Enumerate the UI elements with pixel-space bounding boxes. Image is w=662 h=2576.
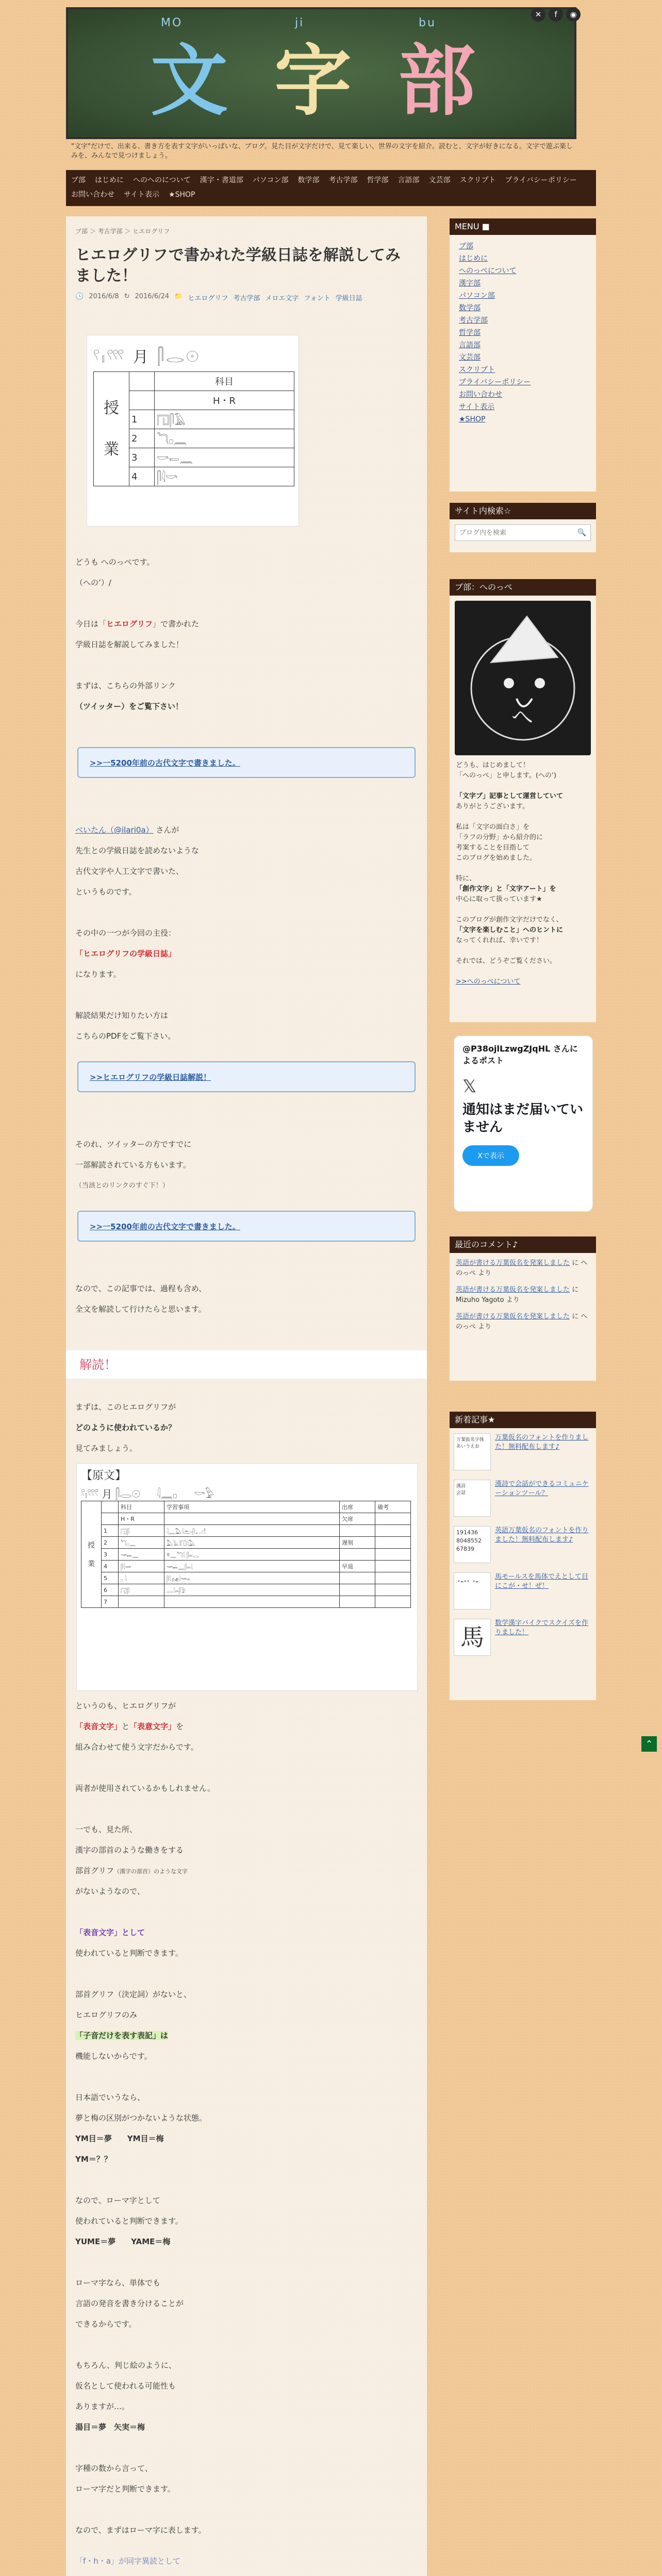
paragraph: YUME＝夢 YAME＝梅 [75,2237,171,2246]
sidebar-item[interactable]: パソコン部 [459,292,495,300]
sidebar-item[interactable]: サイト表示 [459,403,495,411]
twitter-embed [454,1036,593,1212]
paragraph: できるからです。 [75,2319,137,2329]
sidebar-item[interactable]: スクリプト [459,366,495,374]
paragraph: 漢字の部首のような働きをする [75,1845,184,1855]
new-posts-title: 新着記事★ [450,1412,596,1428]
paragraph: 湯目＝夢 矢実＝梅 [75,2422,145,2432]
post-thumbnail[interactable]: 万葉仮名字体 あいうえお [454,1433,491,1470]
comment-item: 英語が書ける万葉仮名を発案しました に へのっぺ より [456,1259,588,1277]
nav-item[interactable]: プライバシーポリシー [505,176,577,184]
paragraph: になります。 [75,970,121,979]
x-logo-icon: 𝕏 [462,1076,477,1097]
paragraph: 組み合わせて使う文字だからです。 [75,1742,198,1752]
tweet-link[interactable]: >>一5200年前の古代文字で書きました。 [90,758,240,768]
comments-title: 最近のコメント♪ [450,1236,596,1253]
view-on-x-button[interactable]: Xで表示 [462,1145,519,1166]
sidebar-item[interactable]: はじめに [459,255,488,263]
new-post-link[interactable]: 数学漢字バイクでスクイズを作りました！ [495,1619,588,1636]
paragraph: （へのʼ）/ [75,578,111,587]
paragraph: 使われていると判断できます。 [75,2216,183,2226]
sidebar-item[interactable]: ブ部 [459,242,473,250]
main-article [66,216,427,2576]
nav-item[interactable]: 漢字・書道部 [200,176,243,184]
new-post-link[interactable]: 万葉仮名のフォントを作りました！無料配布します♪ [495,1434,589,1451]
folder-icon: 📁 [174,293,183,300]
callout-link[interactable] [77,1211,416,1242]
hieroglyph-row: 𓍢𓏤𓍤 月 𓋴𓂋𓇳 [93,348,201,366]
paragraph: なので、この記事では、過程も含め、 [75,1284,207,1293]
nav-item[interactable]: ★SHOP [169,191,195,199]
sidebar-item[interactable]: 数学部 [459,304,481,312]
logo-kanji-bu: 部 [398,37,476,126]
paragraph: そのれ、ツイッターの方ですでに [75,1140,192,1149]
category-link[interactable]: ヒエログリフ [188,295,228,302]
diary-table: 授 業 科目 H・R 1 𓉔𓋴𓄿 2 𓆓𓊪𓈖 3 𓎡𓍿𓈖 4 𓋴𓇋𓎡 [93,371,294,486]
section-heading: 解読！ [66,1350,427,1379]
hieroglyph-diary-image [87,335,299,527]
post-thumbnail[interactable]: ·-·· ·- [454,1572,491,1609]
sidebar-menu [450,218,596,492]
paragraph: ローマ字だと判断できます。 [75,2484,175,2494]
rss-icon[interactable]: ◉ [566,7,581,22]
search-icon[interactable]: 🔍 [577,529,586,537]
twitter-icon[interactable]: ✕ [531,7,545,22]
paragraph: 機能しないからです。 [75,2052,152,2061]
nav-item[interactable]: 文芸部 [428,176,451,184]
post-thumbnail[interactable]: 馬 [454,1619,491,1656]
author-link[interactable]: べいたん（@ilari0a） [75,825,154,835]
paragraph: 部首グリフ（漢字の部首）のような文字 [75,1866,188,1875]
paragraph: どうも へのっぺです。 [75,557,155,567]
paragraph: その中の一つが今回の主役： [75,928,176,938]
social-links [531,7,581,22]
sidebar-comments [450,1236,596,1381]
paragraph: YM目＝夢 YM目＝梅 [75,2134,164,2143]
paragraph: 先生との学級日誌を読めないような [75,846,200,855]
paragraph: 「ヒエログリフの学級日誌」 [75,949,176,958]
search-title: サイト内検索☆ [450,503,596,519]
paragraph: 「子音だけを表す表記」は [75,2031,169,2040]
sidebar-item[interactable]: 考古学部 [459,316,488,325]
paragraph: 言語の発音を書き分けることが [75,2299,184,2308]
breadcrumb[interactable]: ブ部 ＞ 考古学部 ＞ ヒエログリフ [75,228,170,235]
paragraph: がないようなので、 [75,1887,145,1896]
new-post-link[interactable]: 馬モールスを馬体でえとして目にこが・せ！ぜ！ [495,1573,588,1590]
paragraph: べいたん（@ilari0a） さんが [75,825,179,835]
paragraph: なので、まずはローマ字に表します。 [75,2526,206,2535]
paragraph: 見てみましょう。 [75,1444,138,1453]
search-input[interactable] [455,526,573,540]
nav-item[interactable]: パソコン部 [252,176,289,184]
sidebar-item[interactable]: へのっぺについて [459,267,517,275]
paragraph: というのも、ヒエログリフが [75,1701,176,1710]
sidebar-new-posts [450,1412,596,1700]
profile-text: どうも、はじめまして！ 「へのっぺ」と申します。(へのʼ) 「文字ブ」記事として運営していて ありがとうございます。 私は「文字の面白さ」を 「ラフの分野」から紹介的に 考案することを目指して このブログを始めました。 特に、 「創作文字」と「文字アート」を 中心に取って扱っています★ このブログが創作文字だけでなく、 「文字を楽しむこと」へのヒントに なってくれれば、幸いです！ それでは、どうぞご覧ください。 >>へのっぺについて [450,760,596,987]
nav-item[interactable]: 言語部 [398,176,420,184]
clock-icon: 🕓 [75,293,84,300]
original-label: 【原文】 [81,1469,127,1482]
paragraph: 「f・h・a」が同字異読として [75,2556,180,2566]
site-description: "文字"だけで、出来る、書き方を表す文字がいっぱいな、ブログ。見た目が文字だけで、見て楽しい、世界の文字を紹介。読むと、文字が好きになる。文字で遊ぶ楽しみを、みんなで見つけましょう。 [71,143,573,160]
paragraph: 一部解読されている方もいます。 [75,1160,191,1170]
paragraph: まずは、このヒエログリフが [75,1402,176,1412]
category-link[interactable]: メロエ文字 [265,295,299,302]
feedly-icon[interactable]: f [549,7,563,22]
sidebar-item[interactable]: プライバシーポリシー [459,378,531,386]
sidebar-item[interactable]: 哲学部 [459,329,481,337]
original-diary-image [76,1463,418,1691]
search-box [455,524,591,541]
tweet-link[interactable]: >>一5200年前の古代文字で書きました。 [90,1222,240,1231]
paragraph: ヒエログリフのみ [75,2010,138,2020]
post-thumbnail[interactable]: 漢詩 会話 [454,1480,491,1517]
sidebar-item[interactable]: お問い合わせ [459,391,502,399]
pdf-link[interactable]: >>ヒエログリフの学級日誌解説！ [90,1072,211,1082]
nav-item[interactable]: 数学部 [297,176,320,184]
paragraph: 字種の数から言って、 [75,2464,153,2473]
embed-title: @P38ojlLzwgZJqHL さんによるポスト [462,1044,578,1065]
sidebar-search [450,503,596,552]
header-banner[interactable] [66,7,576,139]
paragraph: 学級日誌を解説してみました！ [75,640,184,649]
nav-item[interactable]: はじめに [95,176,124,184]
nav-item[interactable]: ブ部 [71,176,86,184]
paragraph: 全文を解読して行けたらと思います。 [75,1304,206,1314]
paragraph: 「表音文字」として [75,1928,145,1937]
paragraph: 今日は「ヒエログリフ」で書かれた [75,619,200,629]
nav-item[interactable]: 哲学部 [367,176,389,184]
sidebar-profile [450,579,596,1022]
chalk-character-illustration [455,601,591,755]
paragraph: ローマ字なら、単体でも [75,2278,161,2287]
avatar [455,601,591,755]
paragraph: 古代文字や人工文字で書いた、 [75,867,184,876]
nav-item[interactable]: お問い合わせ [71,191,114,199]
sidebar-item[interactable]: 言語部 [459,341,481,349]
paragraph: どのように使われているか？ [75,1423,176,1432]
category-link[interactable]: 考古学部 [233,295,260,302]
post-date: 2016/6/8 [89,293,119,300]
paragraph: まずは、こちらの外部リンク [75,681,176,690]
logo-ji: ji [295,16,305,29]
sidebar-item[interactable]: 文芸部 [459,353,481,362]
category-link[interactable]: フォント [304,295,330,302]
hieroglyph-header-row: 𓍢𓏤𓍤 月 𓋴𓂋𓇳 𓇋𓈖𓊪 𓎡𓅱 [81,1488,214,1500]
paragraph: 一でも、見た所、 [75,1825,138,1834]
nav-item[interactable]: スクリプト [459,176,496,184]
refresh-icon: ↻ [124,293,130,300]
post-thumbnail[interactable]: 191436 8048552 67839 [454,1526,491,1563]
sidebar-menu-title: MENU ■ [450,218,596,235]
page-title: ヒエログリフで書かれた学級日誌を解説してみました！ [75,246,401,285]
paragraph: 使われていると判断できます。 [75,1948,183,1958]
logo-mo: MO [161,16,183,29]
sidebar-item[interactable]: ★SHOP [459,415,486,423]
paragraph: こちらのPDFをご覧下さい。 [75,1031,176,1041]
update-date: 2016/6/24 [135,293,170,300]
comment-item: 英語が書ける万葉仮名を発案しました に Mizuho Yagoto より [456,1286,579,1304]
paragraph: （当該とのリンクのすぐ下！） [75,1182,169,1190]
comment-item: 英語が書ける万葉仮名を発案しました に へのっぺ より [456,1313,588,1331]
paragraph: 仮名として使われる可能性も [75,2381,176,2391]
paragraph: 「表音文字」と「表意文字」を [75,1722,184,1731]
new-post-link[interactable]: 漢詩で会話ができるコミュニケーションツール？ [495,1480,589,1497]
paragraph: 部首グリフ（決定詞）がないと、 [75,1990,192,1999]
paragraph: 解読結果だけ知りたい方は [75,1011,169,1020]
category-link[interactable]: 学級日誌 [335,295,362,302]
nav-item[interactable]: 考古学部 [328,176,358,184]
paragraph: なので、ローマ字として [75,2196,160,2205]
nav-item[interactable]: へのへのについて [133,176,191,184]
paragraph: 日本語でいうなら、 [75,2093,145,2102]
about-link[interactable]: >>へのっぺについて [456,978,521,986]
profile-title: ブ部：へのっぺ [450,579,596,596]
logo-kanji-ji: 字 [274,37,352,126]
callout-link[interactable] [77,747,416,778]
paragraph: YM＝？？ [75,2155,112,2164]
global-nav [66,170,596,206]
callout-link[interactable] [77,1061,416,1092]
paragraph: というものです。 [75,887,137,896]
paragraph: 夢と梅の区別がつかないような状態。 [75,2113,207,2123]
paragraph: （ツイッター）をご覧下さい！ [75,702,183,711]
paragraph: もちろん、判じ絵のように、 [75,2361,176,2370]
paragraph: ありますが…。 [75,2402,130,2411]
sidebar-item[interactable]: 漢字部 [459,279,481,287]
logo-bu: bu [419,16,436,29]
nav-item[interactable]: サイト表示 [124,191,160,199]
original-table: 授 業 科目 学習事項 出席 備考 H・R 欠席 1 𓉔𓋴 𓇋𓈖𓅓𓇋𓂧𓋴𓂝𓎛 2 𓆓𓊪𓈖 𓅓𓄿𓇋𓉔𓇋𓅓 遅刻 3 𓎡𓍿𓈖 𓎼𓈖𓆓𓇋 𓋴𓏏𓂋 4 𓋴𓇋𓎡 𓎡𓍿𓈖𓋴𓏏𓇋 早退 5 𓊪 𓇋 𓋴𓇋𓃭𓇋𓎡𓏏 6 𓉔𓋴 𓂋𓇋𓏏𓋴𓅱 7 [81,1501,411,1608]
paragraph: 両者が使用されているかもしれません。 [75,1784,215,1793]
post-meta [75,293,416,302]
scroll-top-button[interactable]: ⌃ [641,1736,657,1752]
new-post-link[interactable]: 英語万葉仮名のフォントを作りました！無料配布します♪ [495,1527,589,1544]
svg-text:へ: へ [511,704,534,730]
logo-kanji-bun: 文 [151,37,228,126]
embed-heading: 通知はまだ届いていません [462,1102,584,1135]
